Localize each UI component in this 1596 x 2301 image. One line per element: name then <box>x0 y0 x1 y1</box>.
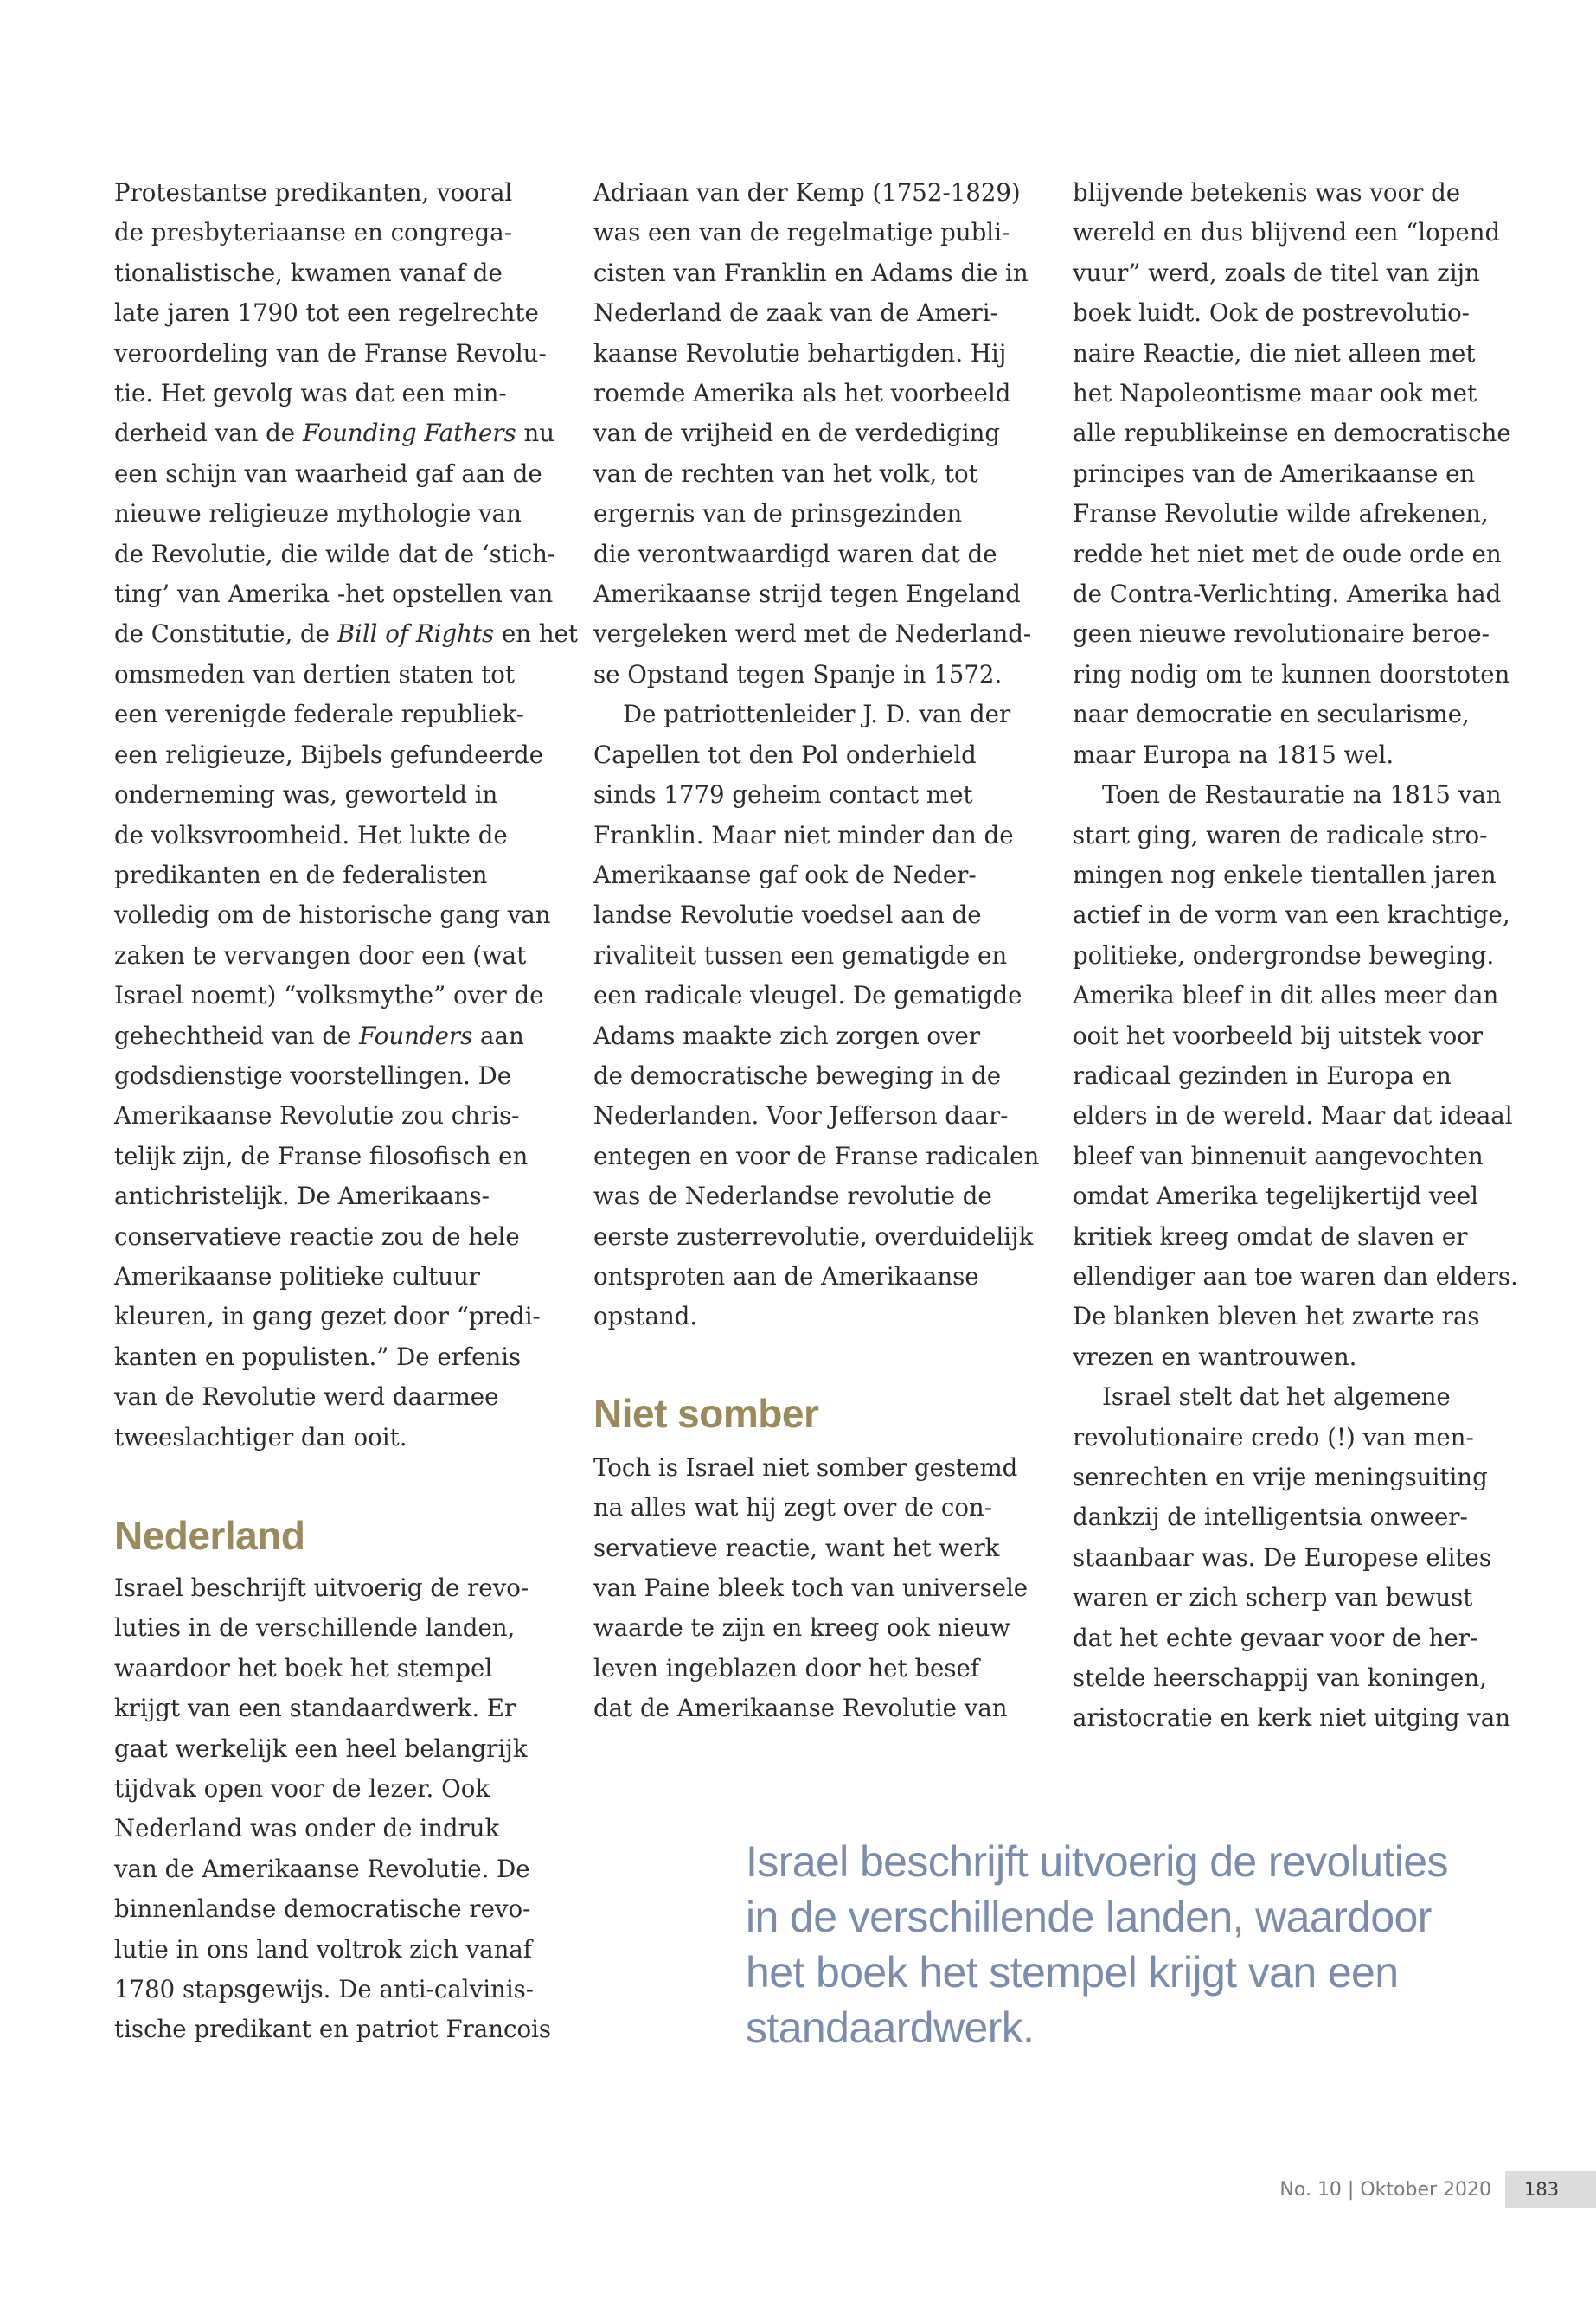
text-line: ellendiger aan toe waren dan elders. <box>1073 1261 1518 1291</box>
text-fragment: en het <box>494 619 579 649</box>
text-line: blijvende betekenis was voor de <box>1073 178 1461 207</box>
text-line: Franklin. Maar niet minder dan de <box>593 820 1014 849</box>
text-line: was de Nederlandse revolutie de <box>593 1182 992 1211</box>
pull-quote <box>746 1834 1455 2055</box>
text-line: dankzij de intelligentsia onweer- <box>1073 1503 1468 1532</box>
text-line: revolutionaire credo (!) van men- <box>1073 1422 1474 1452</box>
text-line: opstand. <box>593 1302 698 1331</box>
text-line <box>114 614 579 654</box>
text-line: ergernis van de prinsgezinden <box>593 499 963 529</box>
text-line: landse Revolutie voedsel aan de <box>593 901 982 930</box>
text-line: naar democratie en secularisme, <box>1073 700 1470 729</box>
paragraph <box>593 173 1030 695</box>
text-fragment: de Constitutie, de <box>114 619 337 649</box>
text-line: tische predikant en patriot Francois <box>114 2015 552 2044</box>
text-line: tie. Het gevolg was dat een min- <box>114 379 507 408</box>
text-line: de Contra-Verlichting. Amerika had <box>1073 580 1502 609</box>
text-line: cisten van Franklin en Adams die in <box>593 258 1029 287</box>
text-line: Amerika bleef in dit alles meer dan <box>1073 981 1499 1010</box>
text-line: rivaliteit tussen een gematigde en <box>593 940 1008 970</box>
text-line: kaanse Revolutie behartigden. Hij <box>593 338 1007 368</box>
text-fragment: nu <box>516 419 554 448</box>
text-line <box>114 1016 551 1056</box>
text-line: naire Reactie, die niet alleen met <box>1073 338 1476 368</box>
text-line: Nederland was onder de indruk <box>114 1814 500 1843</box>
paragraph <box>114 173 579 1458</box>
text-line: een verenigde federale republiek- <box>114 700 524 729</box>
text-line: 1780 stapsgewijs. De anti-calvinis- <box>114 1975 535 2004</box>
text-line: omsmeden van dertien staten tot <box>114 659 515 689</box>
text-line: Nederland de zaak van de Ameri- <box>593 298 998 328</box>
text-line: boek luidt. Ook de postrevolutio- <box>1073 298 1471 328</box>
text-line: Toen de Restauratie na 1815 van <box>1102 780 1502 810</box>
text-line: vuur” werd, zoals de titel van zijn <box>1073 258 1480 287</box>
text-line: radicaal gezinden in Europa en <box>1073 1061 1452 1090</box>
text-line: Adams maakte zich zorgen over <box>593 1021 981 1050</box>
paragraph <box>593 695 1040 1337</box>
text-line: telijk zijn, de Franse filosofisch en <box>114 1141 529 1170</box>
text-line: van de Amerikaanse Revolutie. De <box>114 1854 530 1883</box>
text-line: dat het echte gevaar voor de her- <box>1073 1623 1478 1652</box>
paragraph <box>1073 173 1509 775</box>
text-line: vergeleken werd met de Nederland- <box>593 619 1032 649</box>
text-line: tijdvak open voor de lezer. Ook <box>114 1774 490 1804</box>
text-line: een religieuze, Bijbels gefundeerde <box>114 740 544 769</box>
text-fragment: gehechtheid van de <box>114 1021 360 1050</box>
text-line: maar Europa na 1815 wel. <box>1073 740 1394 769</box>
text-line: nieuwe religieuze mythologie van <box>114 499 522 529</box>
text-line: veroordeling van de Franse Revolu- <box>114 338 547 368</box>
text-line: mingen nog enkele tientallen jaren <box>1073 860 1497 889</box>
text-line: aristocratie en kerk niet uitging van <box>1073 1703 1511 1733</box>
text-line: vrezen en wantrouwen. <box>1073 1342 1357 1371</box>
text-line: die verontwaardigd waren dat de <box>593 539 997 568</box>
text-line: lutie in ons land voltrok zich vanaf <box>114 1934 533 1964</box>
column-1 <box>114 173 579 2050</box>
paragraph <box>593 1448 1030 1729</box>
text-line: wereld en dus blijvend een “lopend <box>1073 218 1501 247</box>
text-line: actief in de vorm van een krachtige, <box>1073 901 1510 930</box>
text-line: het Napoleontisme maar ook met <box>1073 379 1477 408</box>
paragraph <box>1073 775 1518 1377</box>
text-line: De blanken bleven het zwarte ras <box>1073 1302 1480 1331</box>
text-line: luties in de verschillende landen, <box>114 1613 516 1643</box>
text-line: ting’ van Amerika -het opstellen van <box>114 580 554 609</box>
text-line: een schijn van waarheid gaf aan de <box>114 458 542 488</box>
column-2 <box>593 173 1040 1729</box>
text-line: kleuren, in gang gezet door “predi- <box>114 1302 541 1331</box>
text-line: Amerikaanse Revolutie zou chris- <box>114 1101 520 1131</box>
text-line: was een van de regelmatige publi- <box>593 218 1010 247</box>
text-line: ooit het voorbeeld bij uitstek voor <box>1073 1021 1484 1050</box>
text-line <box>114 413 554 453</box>
text-line: krijgt van een standaardwerk. Er <box>114 1694 516 1723</box>
text-line: late jaren 1790 tot een regelrechte <box>114 298 539 328</box>
text-line: zaken te vervangen door een (wat <box>114 940 527 970</box>
text-line: entegen en voor de Franse radicalen <box>593 1141 1040 1170</box>
text-line: van de Revolutie werd daarmee <box>114 1382 499 1412</box>
text-line: se Opstand tegen Spanje in 1572. <box>593 659 1003 689</box>
text-line: van de rechten van het volk, tot <box>593 458 978 488</box>
issue-info: No. 10 | Oktober 2020 <box>1279 2178 1491 2201</box>
text-line: gaat werkelijk een heel belangrijk <box>114 1734 528 1763</box>
text-line: De patriottenleider J. D. van der <box>623 700 1011 729</box>
text-line: onderneming was, geworteld in <box>114 780 498 810</box>
text-line: roemde Amerika als het voorbeeld <box>593 379 1011 408</box>
text-line: start ging, waren de radicale stro- <box>1073 820 1488 849</box>
text-line: volledig om de historische gang van <box>114 901 551 930</box>
pull-quote-line: in de verschillende landen, waardoor <box>746 1893 1432 1941</box>
text-line: predikanten en de federalisten <box>114 860 488 889</box>
text-line: omdat Amerika tegelijkertijd veel <box>1073 1182 1478 1211</box>
text-line: principes van de Amerikaanse en <box>1073 458 1476 488</box>
text-line: de volksvroomheid. Het lukte de <box>114 820 508 849</box>
italic-term: Bill of Rights <box>337 619 495 649</box>
text-line: Israel stelt dat het algemene <box>1102 1382 1451 1412</box>
column-3 <box>1073 173 1518 1739</box>
text-fragment: aan <box>472 1021 524 1050</box>
text-line: van Paine bleek toch van universele <box>593 1574 1029 1602</box>
text-line: geen nieuwe revolutionaire beroe- <box>1073 619 1490 649</box>
text-line: waren er zich scherp van bewust <box>1073 1583 1473 1612</box>
text-line: kritiek kreeg omdat de slaven er <box>1073 1221 1468 1251</box>
text-line: dat de Amerikaanse Revolutie van <box>593 1694 1008 1723</box>
text-line: ontsproten aan de Amerikaanse <box>593 1261 979 1291</box>
text-line: Toch is Israel niet somber gestemd <box>593 1452 1018 1482</box>
italic-term: Founding Fathers <box>302 419 516 448</box>
page-number: 183 <box>1505 2171 1596 2208</box>
text-line: Israel noemt) “volksmythe” over de <box>114 981 544 1010</box>
text-line: binnenlandse democratische revo- <box>114 1894 531 1924</box>
text-line: Protestantse predikanten, vooral <box>114 178 513 207</box>
section-heading-niet-somber: Niet somber <box>593 1390 819 1436</box>
text-line: godsdienstige voorstellingen. De <box>114 1061 512 1090</box>
section-heading-nederland: Nederland <box>114 1513 305 1558</box>
text-line: Nederlanden. Voor Jefferson daar- <box>593 1101 1009 1131</box>
text-line: Amerikaanse gaf ook de Neder- <box>593 860 977 889</box>
text-line: Israel beschrijft uitvoerig de revo- <box>114 1574 529 1602</box>
text-line: waarde te zijn en kreeg ook nieuw <box>593 1613 1011 1643</box>
text-line: Capellen tot den Pol onderhield <box>593 740 977 769</box>
text-line: kanten en populisten.” De erfenis <box>114 1342 522 1371</box>
text-line: staanbaar was. De Europese elites <box>1073 1542 1491 1572</box>
text-line: Adriaan van der Kemp (1752-1829) <box>593 178 1021 207</box>
text-line: Amerikaanse politieke cultuur <box>114 1261 480 1291</box>
text-line: Franse Revolutie wilde afrekenen, <box>1073 499 1489 529</box>
text-line: ring nodig om te kunnen doorstoten <box>1073 659 1510 689</box>
text-line: tweeslachtiger dan ooit. <box>114 1422 407 1452</box>
text-line: politieke, ondergrondse beweging. <box>1073 940 1495 970</box>
text-line: servatieve reactie, want het werk <box>593 1533 1000 1562</box>
text-line: elders in de wereld. Maar dat ideaal <box>1073 1101 1513 1131</box>
text-line: senrechten en vrije meningsuiting <box>1073 1463 1488 1491</box>
italic-term: Founders <box>359 1021 473 1050</box>
text-line: van de vrijheid en de verdediging <box>593 419 1001 448</box>
pull-quote-line: Israel beschrijft uitvoerig de revoluties <box>746 1837 1448 1886</box>
pull-quote-line: het boek het stempel krijgt van een <box>746 1948 1399 1997</box>
text-line: sinds 1779 geheim contact met <box>593 780 973 810</box>
text-line: alle republikeinse en democratische <box>1073 419 1511 448</box>
text-line: een radicale vleugel. De gematigde <box>593 981 1022 1010</box>
text-line: leven ingeblazen door het besef <box>593 1653 980 1682</box>
text-line: tionalistische, kwamen vanaf de <box>114 258 503 287</box>
text-line: stelde heerschappij van koningen, <box>1073 1663 1487 1693</box>
pull-quote-line: standaardwerk. <box>746 2003 1035 2052</box>
paragraph <box>1073 1377 1509 1739</box>
page-footer <box>1279 2171 1596 2208</box>
text-line: redde het niet met de oude orde en <box>1073 539 1502 568</box>
text-line: eerste zusterrevolutie, overduidelijk <box>593 1221 1034 1251</box>
text-line: de Revolutie, die wilde dat de ‘stich- <box>114 539 556 568</box>
text-line: waardoor het boek het stempel <box>114 1653 493 1682</box>
text-line: bleef van binnenuit aangevochten <box>1073 1141 1484 1170</box>
text-line: na alles wat hij zegt over de con- <box>593 1493 993 1522</box>
text-line: de democratische beweging in de <box>593 1061 1002 1090</box>
text-line: antichristelijk. De Amerikaans- <box>114 1182 490 1211</box>
paragraph <box>114 1568 551 2050</box>
text-line: de presbyteriaanse en congrega- <box>114 218 513 247</box>
text-fragment: derheid van de <box>114 419 303 448</box>
text-line: Amerikaanse strijd tegen Engeland <box>593 580 1021 609</box>
text-line: conservatieve reactie zou de hele <box>114 1221 520 1251</box>
